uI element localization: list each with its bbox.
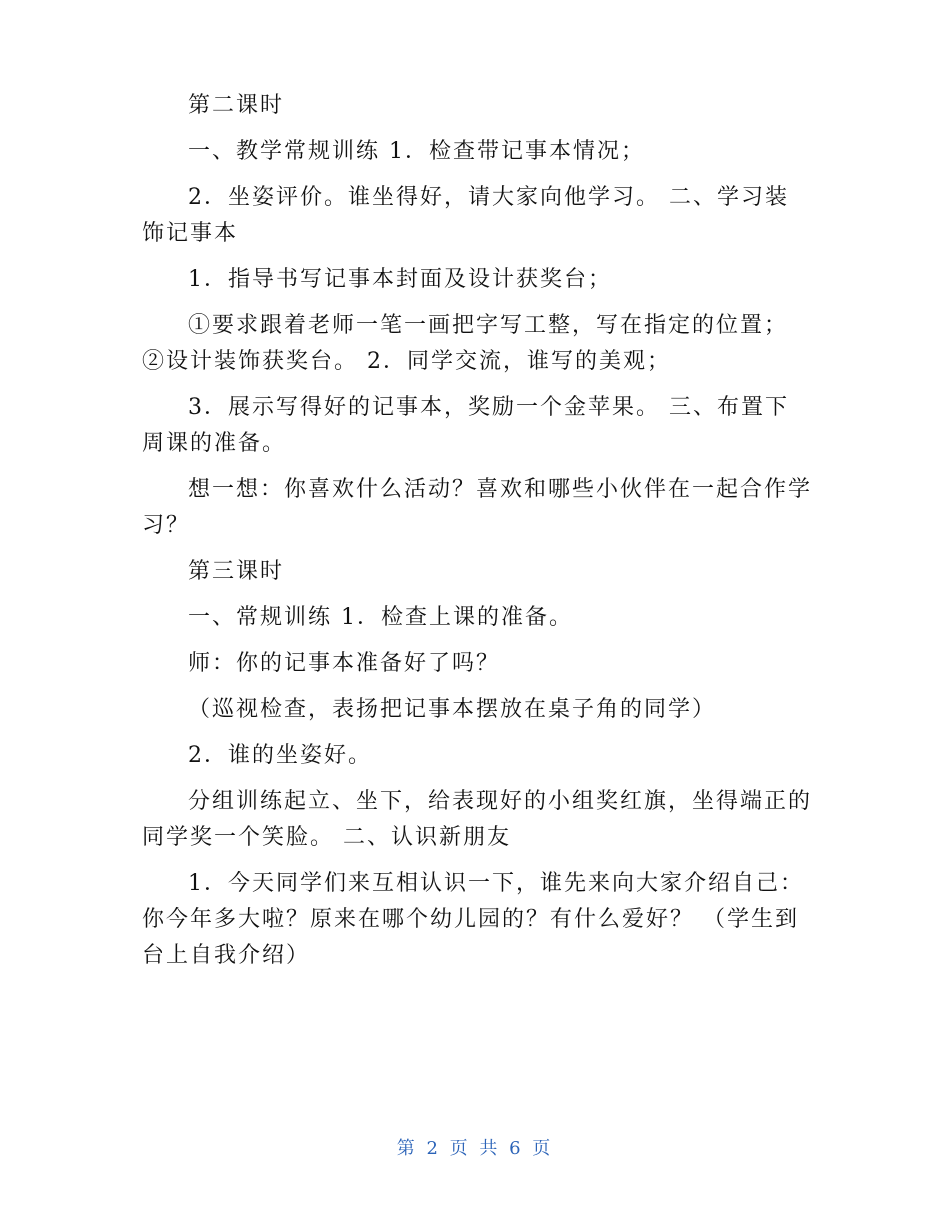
paragraph: 2．谁的坐姿好。 xyxy=(188,743,372,768)
paragraph: 想一想：你喜欢什么活动？喜欢和哪些小伙伴在一起合作学习？ xyxy=(142,477,813,538)
paragraph: ①要求跟着老师一笔一画把字写工整，写在指定的位置； ②设计装饰获奖台。 2．同学交流，谁写的美观； xyxy=(142,313,789,374)
paragraph: 1．今天同学们来互相认识一下，谁先来向大家介绍自己：你今年多大啦？原来在哪个幼儿园的？有什么爱好？ （学生到台上自我介绍） xyxy=(142,871,804,968)
paragraph-lesson-3-title: 第三课时 xyxy=(188,559,285,584)
paragraph: （巡视检查，表扬把记事本摆放在桌子角的同学） xyxy=(188,697,717,722)
paragraph: 一、常规训练 1．检查上课的准备。 xyxy=(188,605,573,630)
paragraph: 师：你的记事本准备好了吗？ xyxy=(188,651,501,676)
paragraph: 3．展示写得好的记事本，奖励一个金苹果。 三、布置下周课的准备。 xyxy=(142,395,789,456)
paragraph: 一、教学常规训练 1．检查带记事本情况； xyxy=(188,139,645,164)
paragraph: 1．指导书写记事本封面及设计获奖台； xyxy=(188,267,612,292)
document-body xyxy=(142,88,812,984)
page-number-footer: 第 2 页 共 6 页 xyxy=(396,1138,554,1159)
paragraph: 2．坐姿评价。谁坐得好，请大家向他学习。 二、学习装饰记事本 xyxy=(142,185,789,246)
paragraph: 分组训练起立、坐下，给表现好的小组奖红旗，坐得端正的同学奖一个笑脸。 二、认识新朋友 xyxy=(142,789,813,850)
paragraph-lesson-2-title: 第二课时 xyxy=(188,93,285,118)
